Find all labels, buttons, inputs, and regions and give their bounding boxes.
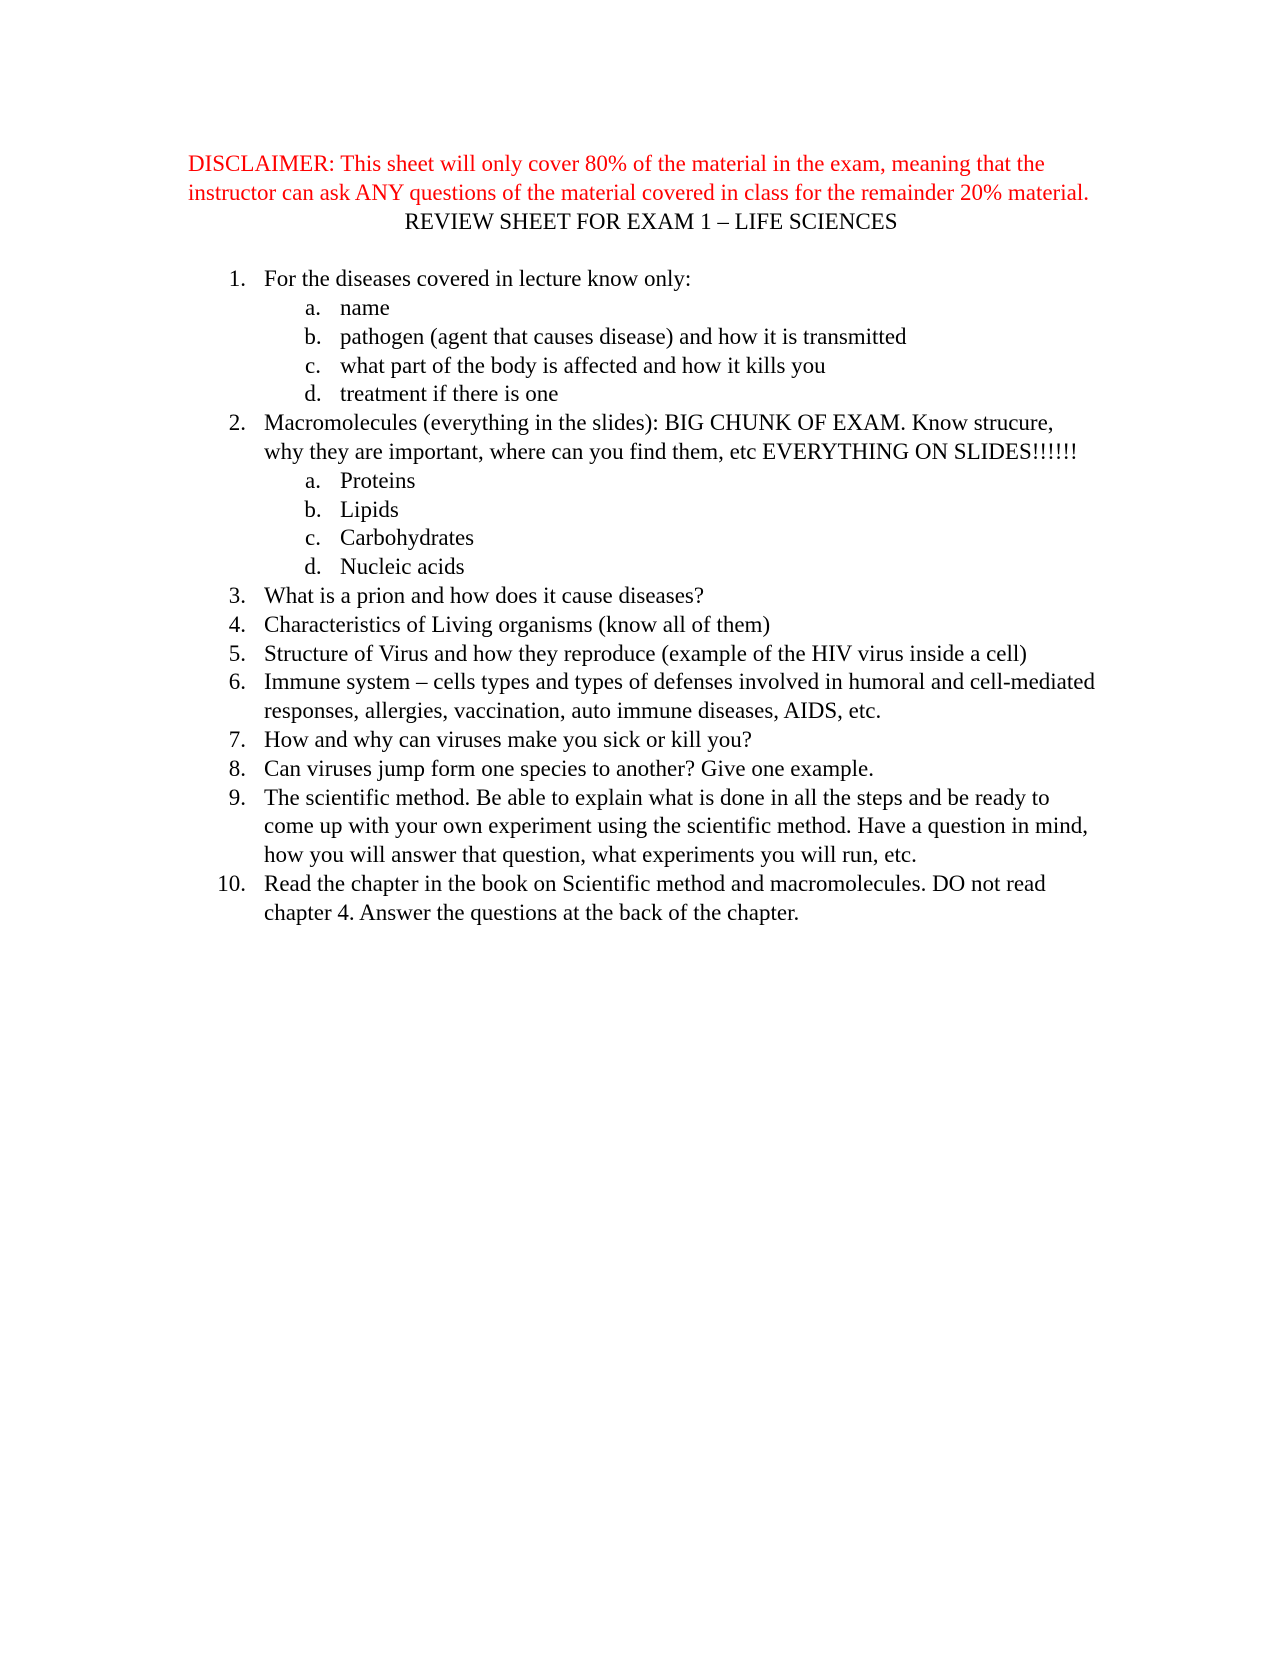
sub-list-item [264, 553, 1098, 582]
list-item [188, 755, 1098, 784]
sub-list-item [264, 496, 1098, 525]
list-item [188, 668, 1098, 726]
sub-item-text: Lipids [340, 496, 399, 522]
list-item [188, 640, 1098, 669]
sub-item-text: Carbohydrates [340, 525, 475, 551]
list-item [188, 265, 1098, 409]
sub-list-item [264, 380, 1098, 409]
sub-item-letter: a. [305, 294, 321, 320]
document-page [188, 150, 1098, 928]
item-number: 6. [228, 669, 246, 695]
list-item [188, 582, 1098, 611]
item-number: 8. [228, 755, 246, 781]
item-text: Macromolecules (everything in the slides): BIG CHUNK OF EXAM. Know strucure, why they are important, where can you find them, etc EVERYTHING ON SLIDES!!!!!! [264, 410, 1078, 464]
sub-item-letter: d. [304, 554, 322, 580]
item-text: Read the chapter in the book on Scientific method and macromolecules. DO not read chapter 4. Answer the questions at the back of the chapter. [264, 870, 1046, 925]
item-text: For the diseases covered in lecture know only: [264, 266, 692, 292]
sub-item-letter: c. [305, 525, 321, 551]
sub-item-text: what part of the body is affected and how it kills you [340, 352, 826, 378]
item-text: Characteristics of Living organisms (know all of them) [264, 611, 771, 637]
sub-list-item [264, 467, 1098, 496]
item-number: 4. [228, 611, 246, 637]
sub-item-text: Nucleic acids [340, 554, 465, 580]
sub-item-letter: a. [305, 467, 321, 493]
list-item [188, 409, 1098, 582]
sub-item-text: treatment if there is one [340, 381, 559, 407]
item-text: Structure of Virus and how they reproduce (example of the HIV virus inside a cell) [264, 640, 1027, 666]
list-item [188, 726, 1098, 755]
sub-item-text: name [340, 294, 390, 320]
sub-list-item [264, 524, 1098, 553]
sub-list [264, 467, 1098, 582]
item-number: 5. [228, 640, 246, 666]
sub-list-item [264, 323, 1098, 352]
review-list [188, 265, 1098, 927]
item-number: 9. [228, 784, 246, 810]
list-item [188, 784, 1098, 870]
item-number: 7. [228, 726, 246, 752]
disclaimer-text: DISCLAIMER: This sheet will only cover 80% of the material in the exam, meaning that the instructor can ask ANY questions of the material covered in class for the remainder 20% material. [188, 151, 1089, 205]
sub-list-item [264, 352, 1098, 381]
page-title: REVIEW SHEET FOR EXAM 1 – LIFE SCIENCES [404, 208, 898, 234]
item-text: What is a prion and how does it cause diseases? [264, 582, 705, 608]
sub-item-text: pathogen (agent that causes disease) and how it is transmitted [340, 323, 907, 349]
item-number: 1. [228, 266, 246, 292]
item-number: 2. [228, 410, 246, 436]
sub-item-letter: d. [304, 381, 322, 407]
sub-item-text: Proteins [340, 467, 416, 493]
list-item [188, 870, 1098, 928]
list-item [188, 611, 1098, 640]
item-number: 3. [228, 582, 246, 608]
item-text: How and why can viruses make you sick or kill you? [264, 726, 753, 752]
item-number: 10. [217, 870, 246, 896]
item-text: Can viruses jump form one species to another? Give one example. [264, 755, 874, 781]
sub-item-letter: b. [304, 496, 322, 522]
sub-item-letter: b. [304, 323, 322, 349]
item-text: Immune system – cells types and types of defenses involved in humoral and cell-mediated responses, allergies, vaccination, auto immune diseases, AIDS, etc. [264, 669, 1095, 724]
sub-list [264, 294, 1098, 409]
sub-list-item [264, 294, 1098, 323]
sub-item-letter: c. [305, 352, 321, 378]
item-text: The scientific method. Be able to explain what is done in all the steps and be ready to come up with your own experiment using the scientific method. Have a question in mind, how you will answer that question, what experiments you will run, etc. [264, 784, 1088, 868]
